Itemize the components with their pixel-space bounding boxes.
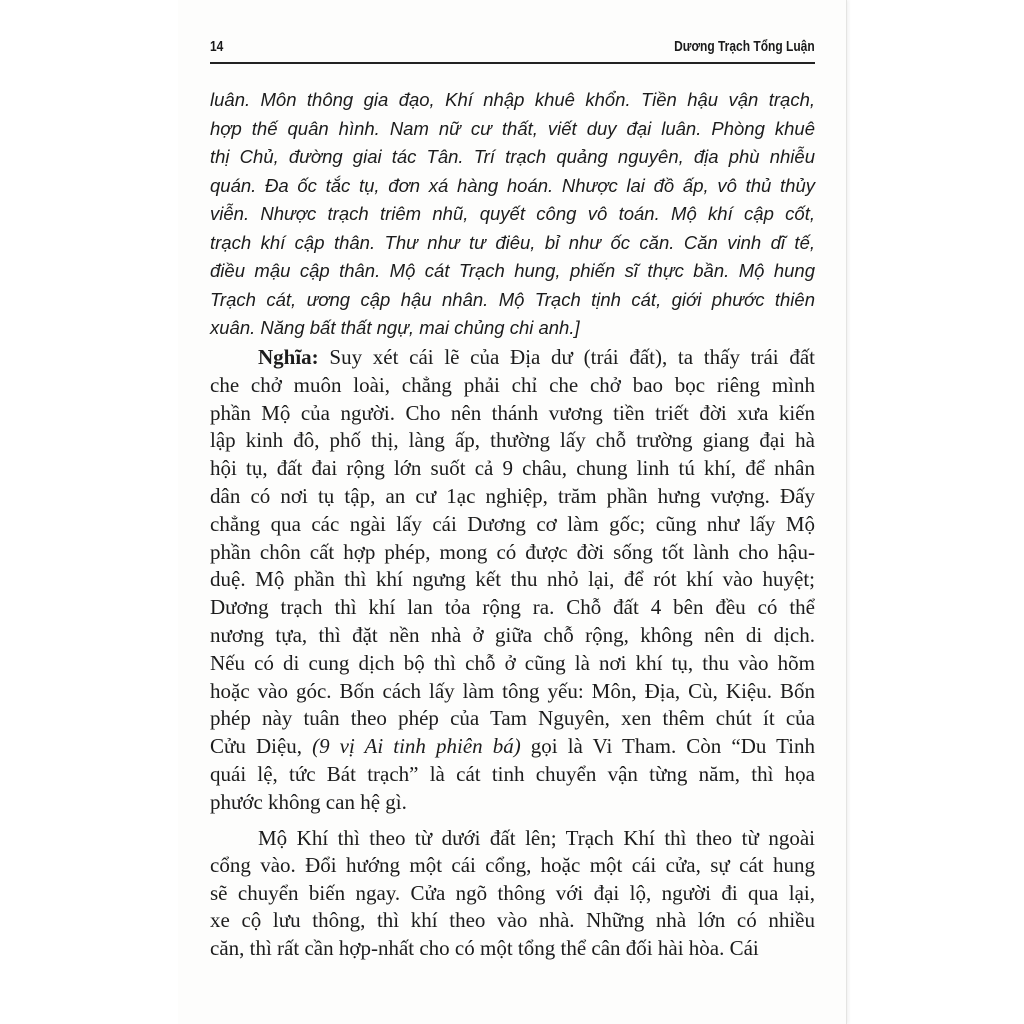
- text-segment: che chở muôn loài, chẳng phải chỉ che chở bao bọc riêng mình: [210, 372, 815, 397]
- paragraph1-line: [210, 455, 815, 481]
- paragraph1-line: [210, 400, 815, 426]
- paragraph2-line: [258, 825, 815, 851]
- quote-line: điều mậu cập thân. Mộ cát Trạch hung, phiến sĩ thực bần. Mộ hung: [210, 260, 815, 281]
- text-segment: phép này tuân theo phép của Tam Nguyên, xen thêm chút ít của: [210, 706, 815, 731]
- quote-line: viễn. Nhược trạch triêm nhũ, quyết công vô toán. Mộ khí cập cốt,: [210, 203, 815, 224]
- paragraph1-line: [210, 566, 815, 592]
- text-segment: hoặc vào góc. Bốn cách lấy làm tông yếu: Môn, Địa, Cù, Kiệu. Bốn: [210, 678, 815, 703]
- paragraph1-line: [210, 372, 815, 398]
- text-segment: xe cộ lưu thông, thì khí theo vào nhà. Những nhà lớn có nhiều: [210, 908, 815, 933]
- paragraph1-line: [210, 733, 815, 759]
- text-segment: Dương trạch thì khí lan tỏa rộng ra. Chỗ đất 4 bên đều có thể: [210, 595, 815, 620]
- paragraph1-line: [210, 511, 815, 537]
- italic-note: (9 vị Ai tinh phiên bá): [312, 734, 521, 759]
- text-segment: quái lệ, tức Bát trạch” là cát tinh chuyển vận từng năm, thì họa: [210, 762, 815, 786]
- paragraph1-line: [210, 483, 815, 509]
- header-rule: [210, 62, 815, 64]
- text-segment: nương tựa, thì đặt nền nhà ở giữa chỗ rộng, không nên di dịch.: [210, 623, 815, 647]
- quote-line: luân. Môn thông gia đạo, Khí nhập khuê khổn. Tiền hậu vận trạch,: [210, 89, 815, 110]
- paragraph1-line: [210, 678, 815, 704]
- paragraph1-line: [210, 622, 815, 648]
- paragraph1-line: [258, 344, 815, 370]
- text-segment: phước không can hệ gì.: [210, 789, 407, 814]
- quote-line: Trạch cát, ương cập hậu nhân. Mộ Trạch tịnh cát, giới phước thiên: [210, 288, 815, 310]
- text-segment: hội tụ, đất đai rộng lớn suốt cả 9 châu, chung linh tú khí, để nhân: [210, 456, 815, 481]
- quote-line: xuân. Năng bất thất ngự, mai chủng chi anh.]: [210, 317, 580, 338]
- quote-line: thị Chủ, đường giai tác Tân. Trí trạch quảng nguyên, địa phù nhiễu: [210, 146, 815, 167]
- text-segment: phần chôn cất hợp phép, mong có được đời sống tốt lành cho hậu-: [210, 539, 815, 564]
- text-segment: cổng vào. Đổi hướng một cái cổng, hoặc một cái cửa, sự cát hung: [210, 853, 815, 878]
- term-label: Nghĩa:: [258, 345, 319, 369]
- page-number: 14: [210, 38, 224, 55]
- paragraph2-line: [210, 935, 815, 961]
- text-segment: chẳng qua các ngài lấy cái Dương cơ làm gốc; cũng như lấy Mộ: [210, 511, 815, 536]
- paragraph2-line: [210, 907, 815, 933]
- text-segment: Suy xét cái lẽ của Địa dư (trái đất), ta thấy trái đất: [318, 345, 815, 369]
- text-segment: duệ. Mộ phần thì khí ngưng kết thu nhỏ lại, để rót khí vào huyệt;: [210, 567, 815, 592]
- paragraph1-line: [210, 539, 815, 565]
- paragraph1-line: [210, 705, 815, 731]
- quote-line: quán. Đa ốc tắc tụ, đơn xá hàng hoán. Nhược lai đồ ấp, vô thủ thủy: [210, 174, 815, 196]
- text-segment: phần Mộ của người. Cho nên thánh vương tiền triết đời xưa kiến: [210, 400, 815, 425]
- quote-line: hợp thế quân hình. Nam nữ cư thất, viết duy đại luân. Phòng khuê: [210, 117, 815, 139]
- paragraph1-line: [210, 427, 815, 453]
- text-segment: dân có nơi tụ tập, an cư 1ạc nghiệp, trăm phần hưng vượng. Đấy: [210, 484, 815, 508]
- text-segment: lập kinh đô, phố thị, làng ấp, thường lấy chỗ trường giang đại hà: [210, 428, 815, 453]
- paragraph2-line: [210, 880, 815, 906]
- paragraph1-line: [210, 789, 815, 815]
- paragraph2-line: [210, 852, 815, 878]
- text-segment: Mộ Khí thì theo từ dưới đất lên; Trạch Khí thì theo từ ngoài: [258, 826, 815, 850]
- text-segment: Cửu Diệu,: [210, 734, 313, 759]
- quote-line: trạch khí cập thân. Thư như tư điêu, bỉ như ốc căn. Căn vinh dĩ tế,: [210, 231, 815, 253]
- running-title: Dương Trạch Tổng Luận: [674, 38, 815, 55]
- text-segment: Nếu có di cung dịch bộ thì chỗ ở cũng là nơi khí tụ, thu vào hõm: [210, 650, 815, 675]
- paragraph1-line: [210, 761, 815, 787]
- text-segment: sẽ chuyển biến ngay. Cửa ngõ thông với đại lộ, người đi qua lại,: [210, 880, 815, 905]
- paragraph1-line: [210, 650, 815, 676]
- text-segment: gọi là Vi Tham. Còn “Du Tinh: [520, 734, 815, 759]
- text-segment: căn, thì rất cần hợp-nhất cho có một tổng thể cân đối hài hòa. Cái: [210, 935, 759, 960]
- paragraph1-line: [210, 594, 815, 620]
